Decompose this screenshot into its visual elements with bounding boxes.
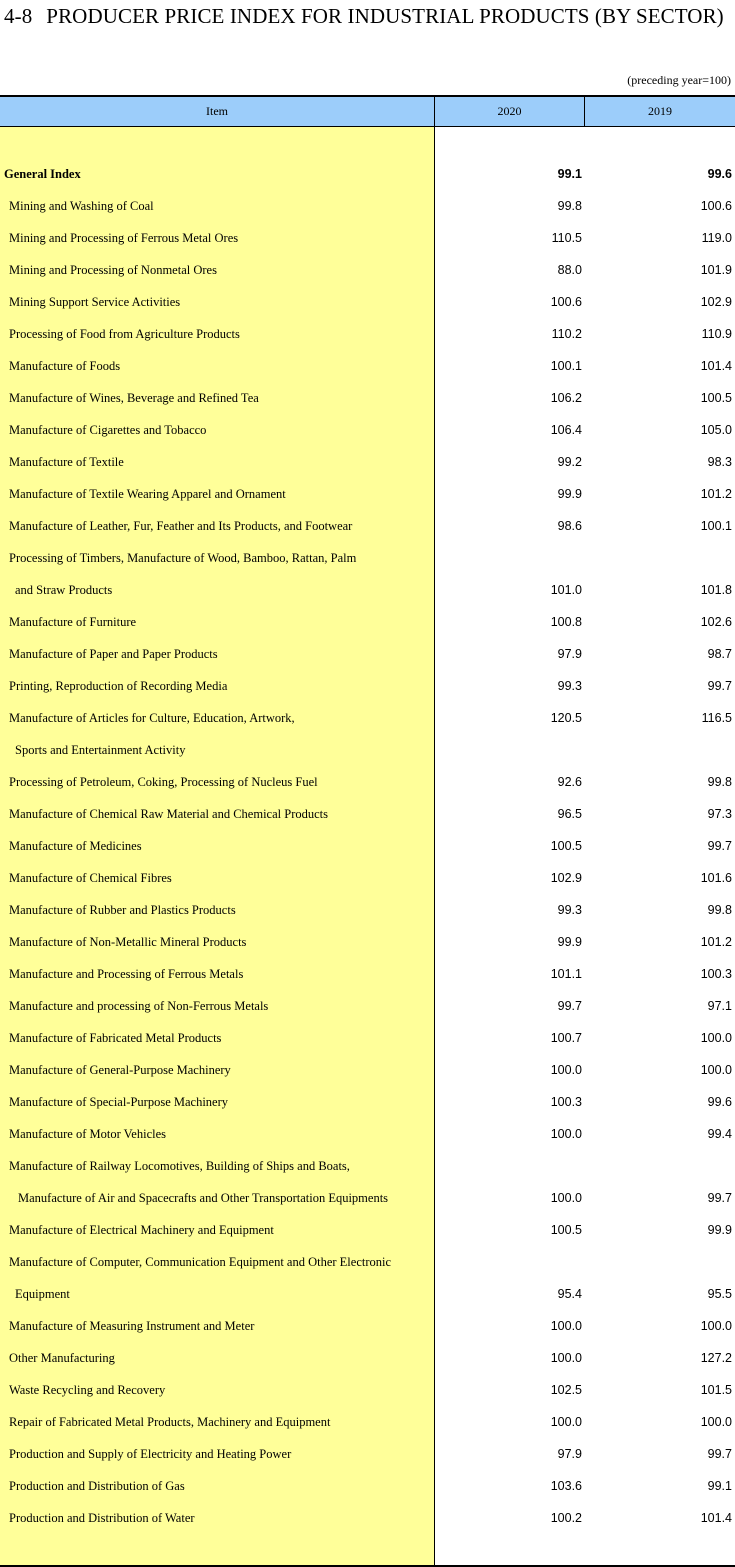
value-2019: 100.1 [700,519,732,533]
row-label: Manufacture of Non-Metallic Mineral Products [9,935,247,949]
table-row [0,542,735,574]
table-row [0,702,735,734]
row-label: Manufacture of Cigarettes and Tobacco [9,423,207,437]
value-2020: 106.2 [550,391,582,405]
value-2019: 101.4 [700,1511,732,1525]
row-label: Production and Distribution of Water [9,1511,195,1525]
value-2019: 97.3 [707,807,732,821]
value-2019: 102.9 [700,295,732,309]
table-row [0,926,735,958]
value-2020: 100.3 [550,1095,582,1109]
table-row [0,894,735,926]
value-2019: 99.8 [707,775,732,789]
value-2020: 99.2 [557,455,582,469]
row-label: Manufacture of Motor Vehicles [9,1127,167,1141]
row-label: Manufacture of Air and Spacecrafts and Other Transportation Equipments [18,1191,389,1205]
table-row [0,1406,735,1438]
table-row [0,382,735,414]
value-2020: 99.9 [557,487,582,501]
table-row [0,510,735,542]
value-2019: 100.0 [700,1031,732,1045]
value-2019: 105.0 [700,423,732,437]
column-header-2020: 2020 [435,97,585,126]
value-2020: 103.6 [550,1479,582,1493]
value-2020: 101.1 [550,967,582,981]
value-2020: 99.1 [557,167,582,181]
value-2020: 100.2 [550,1511,582,1525]
value-2019: 99.7 [707,839,732,853]
value-2019: 99.7 [707,1447,732,1461]
table-row [0,638,735,670]
row-label: Manufacture and Processing of Ferrous Metals [9,967,244,981]
value-2020: 100.0 [550,1063,582,1077]
table-row [0,478,735,510]
row-label: Manufacture of Special-Purpose Machinery [9,1095,229,1109]
value-2019: 101.6 [700,871,732,885]
table-row [0,1182,735,1214]
row-label: Manufacture and processing of Non-Ferrous Metals [9,999,269,1013]
table-row [0,830,735,862]
table-title: PRODUCER PRICE INDEX FOR INDUSTRIAL PRODUCTS (BY SECTOR) [46,4,724,28]
value-2019: 99.1 [707,1479,732,1493]
value-2019: 95.5 [707,1287,732,1301]
row-label: Manufacture of General-Purpose Machinery [9,1063,231,1077]
value-2019: 99.8 [707,903,732,917]
value-2020: 100.8 [550,615,582,629]
value-2019: 101.2 [700,935,732,949]
value-2019: 99.6 [707,167,732,181]
table-row [0,606,735,638]
value-2019: 98.7 [707,647,732,661]
value-2020: 97.9 [557,647,582,661]
value-2019: 101.8 [700,583,732,597]
page-title [4,4,724,29]
row-label: Manufacture of Chemical Raw Material and Chemical Products [9,807,328,821]
row-label: Production and Distribution of Gas [9,1479,185,1493]
value-2019: 98.3 [707,455,732,469]
table-header [0,97,735,127]
table-row [0,190,735,222]
row-label: Manufacture of Computer, Communication Equipment and Other Electronic [9,1255,392,1269]
value-2019: 100.6 [700,199,732,213]
table-row [0,414,735,446]
row-label: Printing, Reproduction of Recording Media [9,679,228,693]
row-label: Processing of Timbers, Manufacture of Wood, Bamboo, Rattan, Palm [9,551,357,565]
value-2020: 99.3 [557,903,582,917]
row-label: Mining and Processing of Nonmetal Ores [9,263,217,277]
value-2020: 100.1 [550,359,582,373]
table-row [0,254,735,286]
row-label: Manufacture of Medicines [9,839,142,853]
table-row [0,798,735,830]
row-label: Manufacture of Electrical Machinery and Equipment [9,1223,274,1237]
value-2019: 100.0 [700,1063,732,1077]
table-row [0,286,735,318]
value-2020: 100.0 [550,1127,582,1141]
table-row [0,222,735,254]
value-2019: 99.7 [707,1191,732,1205]
value-2020: 102.5 [550,1383,582,1397]
row-label: Production and Supply of Electricity and Heating Power [9,1447,292,1461]
value-2019: 101.2 [700,487,732,501]
row-label: Manufacture of Paper and Paper Products [9,647,218,661]
value-2020: 100.7 [550,1031,582,1045]
row-label: Manufacture of Foods [9,359,121,373]
column-header-2019: 2019 [585,97,735,126]
row-label: Waste Recycling and Recovery [9,1383,166,1397]
table-row [0,158,735,190]
value-2019: 101.9 [700,263,732,277]
row-label: Manufacture of Rubber and Plastics Products [9,903,236,917]
row-label: General Index [4,167,81,181]
row-label: Other Manufacturing [9,1351,115,1365]
row-label: Equipment [15,1287,70,1301]
row-label: Sports and Entertainment Activity [15,743,186,757]
row-label: Processing of Food from Agriculture Products [9,327,240,341]
table-row [0,958,735,990]
row-label: Manufacture of Railway Locomotives, Building of Ships and Boats, [9,1159,350,1173]
value-2019: 127.2 [700,1351,732,1365]
value-2020: 99.8 [557,199,582,213]
value-2020: 102.9 [550,871,582,885]
table-number: 4-8 [4,4,33,28]
row-label: Manufacture of Chemical Fibres [9,871,172,885]
value-2019: 100.5 [700,391,732,405]
table-row [0,1054,735,1086]
value-2019: 100.0 [700,1415,732,1429]
row-label: Mining and Processing of Ferrous Metal Ores [9,231,239,245]
value-2019: 99.7 [707,679,732,693]
value-2019: 116.5 [701,711,732,725]
row-label: Mining and Washing of Coal [9,199,154,213]
value-2019: 119.0 [701,231,732,245]
value-2020: 96.5 [557,807,582,821]
row-label: Processing of Petroleum, Coking, Processing of Nucleus Fuel [9,775,318,789]
value-2020: 100.6 [550,295,582,309]
row-label: Manufacture of Leather, Fur, Feather and Its Products, and Footwear [9,519,353,533]
table-row [0,350,735,382]
value-2019: 101.5 [700,1383,732,1397]
value-2020: 120.5 [550,711,582,725]
value-2020: 88.0 [557,263,582,277]
table-row [0,1470,735,1502]
row-label: Manufacture of Wines, Beverage and Refined Tea [9,391,259,405]
value-2020: 95.4 [557,1287,582,1301]
table-row [0,1278,735,1310]
table-row [0,574,735,606]
row-label: Manufacture of Articles for Culture, Education, Artwork, [9,711,295,725]
value-2019: 110.9 [701,327,732,341]
value-2019: 100.0 [700,1319,732,1333]
table-row [0,1374,735,1406]
row-label: Manufacture of Fabricated Metal Products [9,1031,222,1045]
table-row [0,318,735,350]
value-2020: 100.0 [550,1415,582,1429]
value-2020: 99.9 [557,935,582,949]
value-2020: 101.0 [550,583,582,597]
value-2020: 100.0 [550,1319,582,1333]
table-row [0,1214,735,1246]
table-row [0,734,735,766]
value-2020: 92.6 [557,775,582,789]
table-row [0,1502,735,1534]
value-2020: 97.9 [557,1447,582,1461]
value-2019: 100.3 [700,967,732,981]
unit-note: (preceding year=100) [627,73,731,87]
row-label: Manufacture of Furniture [9,615,137,629]
value-2019: 97.1 [707,999,732,1013]
value-2020: 100.5 [550,839,582,853]
value-2019: 102.6 [700,615,732,629]
row-label: Mining Support Service Activities [9,295,181,309]
table-row [0,1438,735,1470]
value-2020: 99.3 [557,679,582,693]
row-label: and Straw Products [15,583,113,597]
table-row [0,862,735,894]
table-row [0,1310,735,1342]
value-2020: 100.5 [550,1223,582,1237]
data-table [0,95,735,1567]
table-row [0,1086,735,1118]
value-2020: 100.0 [550,1191,582,1205]
value-2019: 99.6 [707,1095,732,1109]
value-2020: 100.0 [550,1351,582,1365]
value-2020: 110.2 [551,327,582,341]
table-row [0,1342,735,1374]
value-2020: 98.6 [557,519,582,533]
value-2019: 99.4 [707,1127,732,1141]
table-row [0,1150,735,1182]
value-2019: 99.9 [707,1223,732,1237]
value-2020: 99.7 [557,999,582,1013]
value-2019: 101.4 [700,359,732,373]
table-row [0,990,735,1022]
table-row [0,766,735,798]
table-row [0,1022,735,1054]
value-2020: 110.5 [551,231,582,245]
row-label: Repair of Fabricated Metal Products, Machinery and Equipment [9,1415,331,1429]
table-row [0,670,735,702]
value-2020: 106.4 [550,423,582,437]
row-label: Manufacture of Measuring Instrument and Meter [9,1319,255,1333]
table-row [0,446,735,478]
row-label: Manufacture of Textile [9,455,124,469]
row-label: Manufacture of Textile Wearing Apparel and Ornament [9,487,286,501]
column-header-item: Item [0,97,435,126]
table-row [0,1118,735,1150]
table-row [0,1246,735,1278]
